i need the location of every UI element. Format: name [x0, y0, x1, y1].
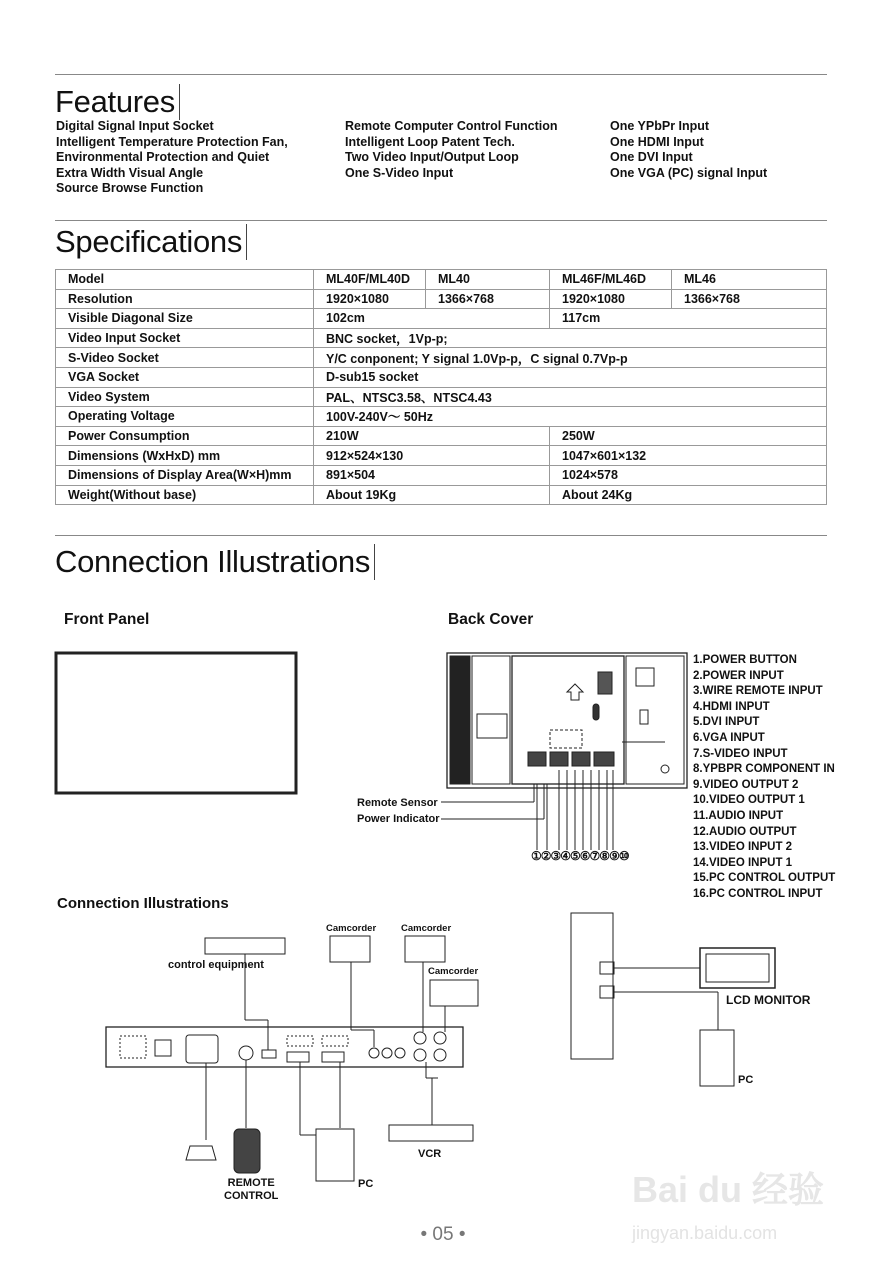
table-cell: D-sub15 socket [314, 367, 827, 387]
table-cell: 1920×1080 [314, 289, 426, 309]
table-cell: Video System [56, 387, 314, 407]
camcorder-label-3: Camcorder [428, 966, 479, 977]
pc-device-right [700, 1030, 734, 1086]
table-cell: 250W [550, 426, 827, 446]
list-item: 9.VIDEO OUTPUT 2 [693, 778, 799, 791]
table-cell: Power Consumption [56, 426, 314, 446]
remote-control-label: REMOTE CONTROL [224, 1177, 279, 1202]
list-item: Intelligent Loop Patent Tech. [345, 134, 515, 149]
front-panel-title: Front Panel [64, 611, 150, 628]
list-item: 3.WIRE REMOTE INPUT [693, 685, 823, 698]
table-cell: Resolution [56, 289, 314, 309]
camcorder-label-1: Camcorder [326, 923, 377, 934]
list-item: 16.PC CONTROL INPUT [693, 887, 823, 900]
rear-panel-drawing [106, 1027, 463, 1067]
table-cell: ML46 [672, 270, 827, 290]
table-cell: VGA Socket [56, 367, 314, 387]
page-number: • 05 • [420, 1224, 466, 1245]
power-indicator-label: Power Indicator [357, 813, 440, 825]
watermark-brand: Bai du 经验 [632, 1169, 825, 1210]
table-cell: 102cm [314, 309, 550, 329]
table-cell: BNC socket，1Vp-p; [314, 328, 827, 348]
connection-subtitle: Connection Illustrations [57, 895, 229, 912]
table-cell: Dimensions of Display Area(W×H)mm [56, 465, 314, 485]
table-cell: Dimensions (WxHxD) mm [56, 446, 314, 466]
remote-sensor-label: Remote Sensor [357, 797, 438, 809]
control-equipment-label: control equipment [168, 959, 264, 971]
table-cell: PAL、NTSC3.58、NTSC4.43 [314, 387, 827, 407]
list-item: Digital Signal Input Socket [56, 119, 214, 133]
list-item: 15.PC CONTROL OUTPUT [693, 872, 836, 885]
list-item: 7.S-VIDEO INPUT [693, 747, 788, 760]
front-panel-frame [56, 653, 296, 793]
table-cell: About 24Kg [550, 485, 827, 505]
table-cell: 117cm [550, 309, 827, 329]
list-item: 11.AUDIO INPUT [693, 809, 784, 822]
back-cover-drawing [447, 653, 687, 788]
table-cell: Model [56, 270, 314, 290]
table-cell: 1920×1080 [550, 289, 672, 309]
camcorder-label-2: Camcorder [401, 923, 452, 934]
lcd-monitor-label: LCD MONITOR [726, 993, 811, 1007]
connection-heading: Connection Illustrations [55, 544, 375, 580]
table-cell: Weight(Without base) [56, 485, 314, 505]
list-item: 12.AUDIO OUTPUT [693, 825, 797, 838]
specifications-heading: Specifications [55, 224, 247, 260]
list-item: One HDMI Input [610, 134, 704, 149]
list-item: 14.VIDEO INPUT 1 [693, 856, 793, 869]
table-cell: 1366×768 [672, 289, 827, 309]
list-item: Intelligent Temperature Protection Fan, [56, 134, 288, 149]
list-item: 13.VIDEO INPUT 2 [693, 841, 793, 854]
list-item: 2.POWER INPUT [693, 669, 784, 682]
list-item: Remote Computer Control Function [345, 119, 558, 133]
table-cell: About 19Kg [314, 485, 550, 505]
sensor-device [186, 1146, 216, 1160]
list-item: Source Browse Function [56, 181, 204, 195]
list-item: Environmental Protection and Quiet [56, 150, 270, 164]
control-equipment-device [205, 938, 285, 954]
remote-control-device [234, 1129, 260, 1173]
table-cell: 912×524×130 [314, 446, 550, 466]
vcr-device [389, 1125, 473, 1141]
list-item: One S-Video Input [345, 165, 454, 180]
table-cell: Y/C conponent; Y signal 1.0Vp-p，C signal 0.7Vp-p [314, 348, 827, 368]
table-cell: ML40F/ML40D [314, 270, 426, 290]
table-cell: 1047×601×132 [550, 446, 827, 466]
list-item: 6.VGA INPUT [693, 731, 765, 744]
table-cell: ML40 [426, 270, 550, 290]
back-cover-title: Back Cover [448, 611, 534, 628]
table-cell: 891×504 [314, 465, 550, 485]
table-cell: Video Input Socket [56, 328, 314, 348]
table-cell: 210W [314, 426, 550, 446]
list-item: 10.VIDEO OUTPUT 1 [693, 794, 805, 807]
table-cell: Visible Diagonal Size [56, 309, 314, 329]
list-item: One DVI Input [610, 150, 693, 164]
pc-label: PC [358, 1178, 374, 1190]
list-item: 8.YPBPR COMPONENT IN [693, 763, 835, 776]
list-item: 1.POWER BUTTON [693, 654, 797, 666]
list-item: One VGA (PC) signal Input [610, 165, 768, 180]
table-cell: 1024×578 [550, 465, 827, 485]
table-cell: 100V-240V～ 50Hz [314, 407, 827, 427]
list-item: 5.DVI INPUT [693, 716, 760, 729]
vcr-label: VCR [418, 1148, 442, 1160]
table-cell: S-Video Socket [56, 348, 314, 368]
list-item: One YPbPr Input [610, 119, 710, 133]
list-item: Extra Width Visual Angle [56, 165, 204, 180]
table-cell: 1366×768 [426, 289, 550, 309]
port-numbers: ①②③④⑤⑥⑦⑧⑨⑩ [531, 849, 629, 863]
table-cell: ML46F/ML46D [550, 270, 672, 290]
list-item: 4.HDMI INPUT [693, 700, 770, 713]
features-heading: Features [55, 84, 180, 120]
watermark-url: jingyan.baidu.com [632, 1223, 778, 1243]
pc-label-right: PC [738, 1074, 754, 1086]
list-item: Two Video Input/Output Loop [345, 150, 519, 164]
pc-device [316, 1129, 354, 1181]
table-cell: Operating Voltage [56, 407, 314, 427]
